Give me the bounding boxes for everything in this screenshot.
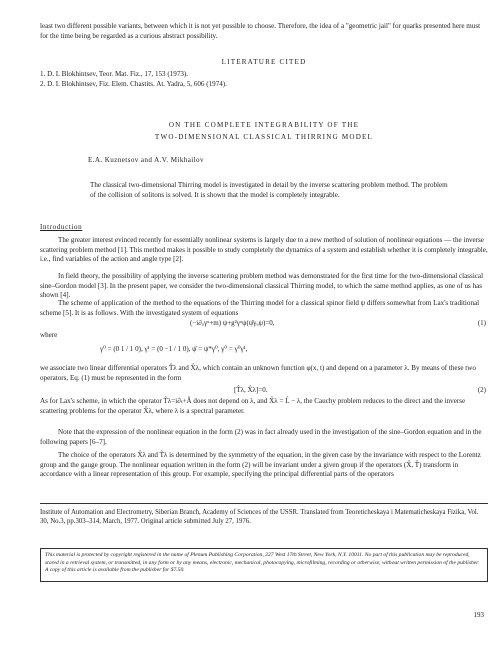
top-paragraph: least two different possible variants, between which it is not yet possible to choose. Therefore, the idea of a "geometric jail" for quarks presented here must for the time being be regarded as a curious abstract possibility. [40,22,481,40]
reference-1: 1. D. I. Blokhintsev, Teor. Mat. Fiz., 17, 153 (1973). [40,70,189,78]
footnote-rule [40,503,488,504]
where-label: where [40,331,58,339]
paragraph-5: As for Lax's scheme, in which the operator T̂λ=i∂ₜ+Â does not depend on λ, and X̂λ = L̂ − λ, the Cauchy problem reduces to the direct and the inverse scattering problems for the operator X̂λ, where λ is a spectral parameter. [40,397,466,415]
equation-1-number: (1) [477,319,486,327]
literature-heading: LITERATURE CITED [221,58,307,66]
paragraph-2: In field theory, the possibility of applying the inverse scattering problem method was demonstrated for the first time for the two-dimensional classical sine–Gordon model [3]. In the present paper, we consider the two-dimensional classical Thirring model, to which the same method applies, as one of us has shown [4]. [40,272,484,300]
paragraph-1: The greater interest evinced recently for essentially nonlinear systems is largely due to a new method of solution of nonlinear equations — the inverse scattering problem method [1]. This method makes it possible to study completely the dynamics of a system and establish whether it is completely integrable, i.e., find variables of the action and angle type [2]. [40,236,488,264]
equation-2-number: (2) [477,386,486,394]
equation-1: (−i∂ᵤγᵘ+m) ψ+g²γᵘψ(ψ̄γᵤψ)=0, [190,319,275,327]
gamma-definitions: γ⁰ = (0 1 / 1 0), γ¹ = (0 −1 / 1 0), ψ̄ = ψ*γ⁰, γ⁰ = γ⁰γ¹, [100,345,248,353]
copyright-notice: This material is protected by copyright registered in the name of Plenum Publishing Corporation, 227 West 17th Street, New York, N.Y. 10011. No part of this publication may be reproduced, stored in a retrieval system, or transmitted, in any form or by any means, electronic, mechanical, photocopying, microfilming, recording or otherwise, without written permission of the publisher. A copy of this article is available from the publisher for $7.50. [45,552,480,574]
introduction-heading: Introduction [40,223,83,231]
page-number: 193 [473,611,484,619]
paragraph-7: The choice of the operators X̂λ and T̂λ is determined by the symmetry of the equation, in the given case by the invariance with respect to the Lorentz group and the gauge group. The nonlinear equation written in the form (2) will be invariant under a given group if the operators (X̂, T̂) transform in accordance with a linear representation of this group. For example, specifying the principal differential parts of the operators [40,451,481,479]
title-line-1: ON THE COMPLETE INTEGRABILITY OF THE [168,121,360,129]
title-line-2: TWO-DIMENSIONAL CLASSICAL THIRRING MODEL [154,133,374,141]
copyright-notice-box [40,548,488,582]
paragraph-3: The scheme of application of the method to the equations of the Thirring model for a classical spinor field ψ differs somewhat from Lax's traditional scheme [5]. It is as follows. With the investigated system of equations [40,299,480,317]
paragraph-4: we associate two linear differential operators T̂λ and X̂λ, which contain an unknown function φ(x, t) and depend on a parameter λ. By means of these two operators, Eq. (1) must be represented in the form [40,364,476,382]
footnote: Institute of Automation and Electrometry, Siberian Branch, Academy of Sciences of the USSR. Translated from Teoreticheskaya i Matematicheskaya Fizika, Vol. 30, No.3, pp.303–314, March, 1977. Original article submitted July 27, 1976. [40,509,479,525]
paragraph-6: Note that the expression of the nonlinear equation in the form (2) was in fact already used in the investigation of the sine–Gordon equation and in the following papers [6–7]. [40,428,482,446]
authors: E.A. Kuznetsov and A.V. Mikhailov [88,156,204,164]
equation-2: [T̂λ, X̂λ]=0. [234,386,268,394]
reference-2: 2. D. I. Blokhintsev, Fiz. Elem. Chastits. At. Yadra, 5, 606 (1974). [40,80,227,88]
abstract: The classical two-dimensional Thirring model is investigated in detail by the inverse scattering problem method. The problem of the collision of solitons is solved. It is shown that the model is completely integrable. [90,181,448,199]
